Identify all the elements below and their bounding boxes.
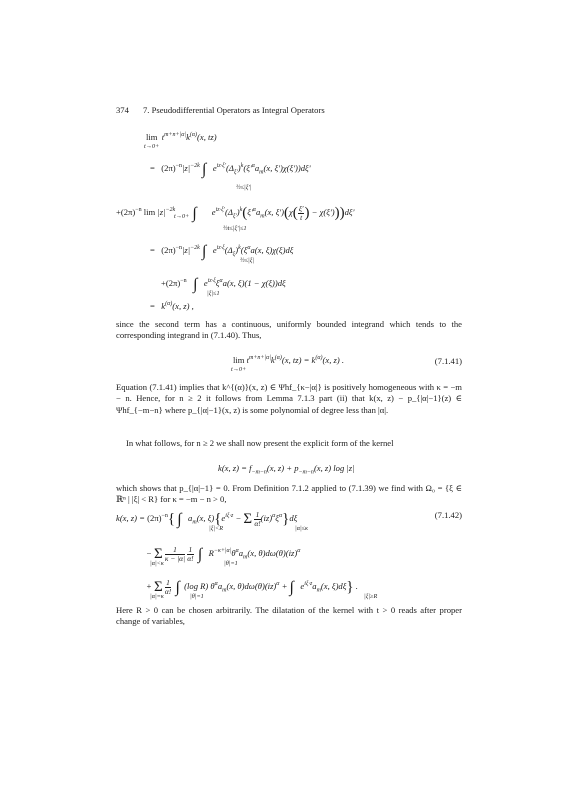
derivation-line-3: $+(2\pi)^{-n}$ $\lim |z|^{-2k}$ ∫ $e^{iz\cdot\xi'}(\Delta_{\xi'})^k(\xi'^\alpha a_m(x$, ξ')(χ( $\frac{\xi'}{t}$ ) − χ(ξ')))dξ' t→0+ ½t≤|ξ'|≤1: [116, 203, 355, 232]
equation-number-7-1-42: (7.1.42): [434, 510, 462, 520]
page-number: 374: [116, 105, 129, 115]
equation-7-1-42-line-1: k(x, $z) = (2\pi)^{-n}${ ∫ $a_m(x$, $\xi)\{e^{i\xi\cdot z} - \Sigma$ $\frac{1}{\alpha!}$ $(iz)^\alpha\xi^\alpha\}d\xi$ |ξ|<R |α|≤κ: [116, 509, 309, 532]
paragraph-2: Equation (7.1.41) implies that k^{(α)}(x, z) ∈ Ψhf_{κ−|α|} is positively homogeneous with κ = −m − n. Hence, for n ≥ 2 it follows from Lemma 7.1.3 part (ii) that k(x, z) − p_{|α|−1}(z) ∈ Ψhf_{−m−n} where p_{|α|−1}(x, z) is some polynomial of degree less than |α|.: [116, 382, 462, 415]
equation-kernel: k(x, $z) = f_{-m-n}(x$, $z) + p_{-m-n}(x$, z) log |z|: [218, 463, 355, 476]
paragraph-1: since the second term has a continuous, uniformly bounded integrand which tends to the corresponding integrand in (7.1.40). Thus,: [116, 319, 462, 341]
derivation-line-6: = $k^{(\alpha)}(x$, z) ,: [150, 301, 194, 311]
running-title: 7. Pseudodifferential Operators as Integral Operators: [143, 105, 325, 115]
paragraph-3: In what follows, for n ≥ 2 we shall now present the explicit form of the kernel: [126, 438, 394, 448]
derivation-line-1: lim t→0+ $t^{m+n+|\alpha|}k^{(\alpha)}(x$, tz): [144, 132, 217, 150]
equation-7-1-41: $\lim t^{m+n+|\alpha|}k^{(\alpha)}(x$, $tz) = k^{(\alpha)}(x$, z) . t→0+: [231, 355, 345, 373]
derivation-line-4: = $(2\pi)^{-n}|z|^{-2k}$ ∫ $e^{iz\cdot\xi}(\Delta_\xi)^k(\xi^\alpha a(x$, ξ)χ(ξ)dξ ½≤|ξ|: [150, 243, 294, 264]
paragraph-5: Here R > 0 can be chosen arbitrarily. The dilatation of the kernel with t > 0 reads after proper change of variables,: [116, 605, 462, 627]
equation-number-7-1-41: (7.1.41): [434, 356, 462, 366]
paragraph-4: which shows that p_{|α|−1} = 0. From Definition 7.1.2 applied to (7.1.39) we find with Ω₀ = {ξ ∈ ℝⁿ | |ξ| < R} for κ = −m − n > 0,: [116, 483, 462, 505]
derivation-line-2: = $(2\pi)^{-n}|z|^{-2k}$ ∫ $e^{iz\cdot\xi'}(\Delta_{\xi'})^k(\xi'^\alpha a_m(x$, ξ')χ(ξ'))dξ' ½≤|ξ'|: [150, 161, 311, 191]
equation-7-1-42-line-2: − Σ $\frac{1}{\kappa - |\alpha|}$ $\frac{1}{\alpha!}$ ∫ $R^{-\kappa+|\alpha|}\theta^\alpha a_m(x$, θ)dω(θ)(iz)$^\alpha$ |α|<κ |θ|=1: [146, 544, 301, 567]
derivation-line-5: $+(2\pi)^{-n}$ ∫ $e^{iz\cdot\xi}\xi^\alpha a(x$, ξ)(1 − χ(ξ))dξ |ξ|≤1: [161, 276, 286, 297]
equation-7-1-42-line-3: + Σ $\frac{1}{\alpha!}$ ∫ (log R) $\theta^\alpha a_m(x$, θ)dω(θ)(iz)$^\alpha$ + ∫ $e^{i\xi\cdot z}a_m(x$, ξ)dξ} . |α|=κ |θ|=1 |ξ|≥R: [146, 577, 378, 600]
